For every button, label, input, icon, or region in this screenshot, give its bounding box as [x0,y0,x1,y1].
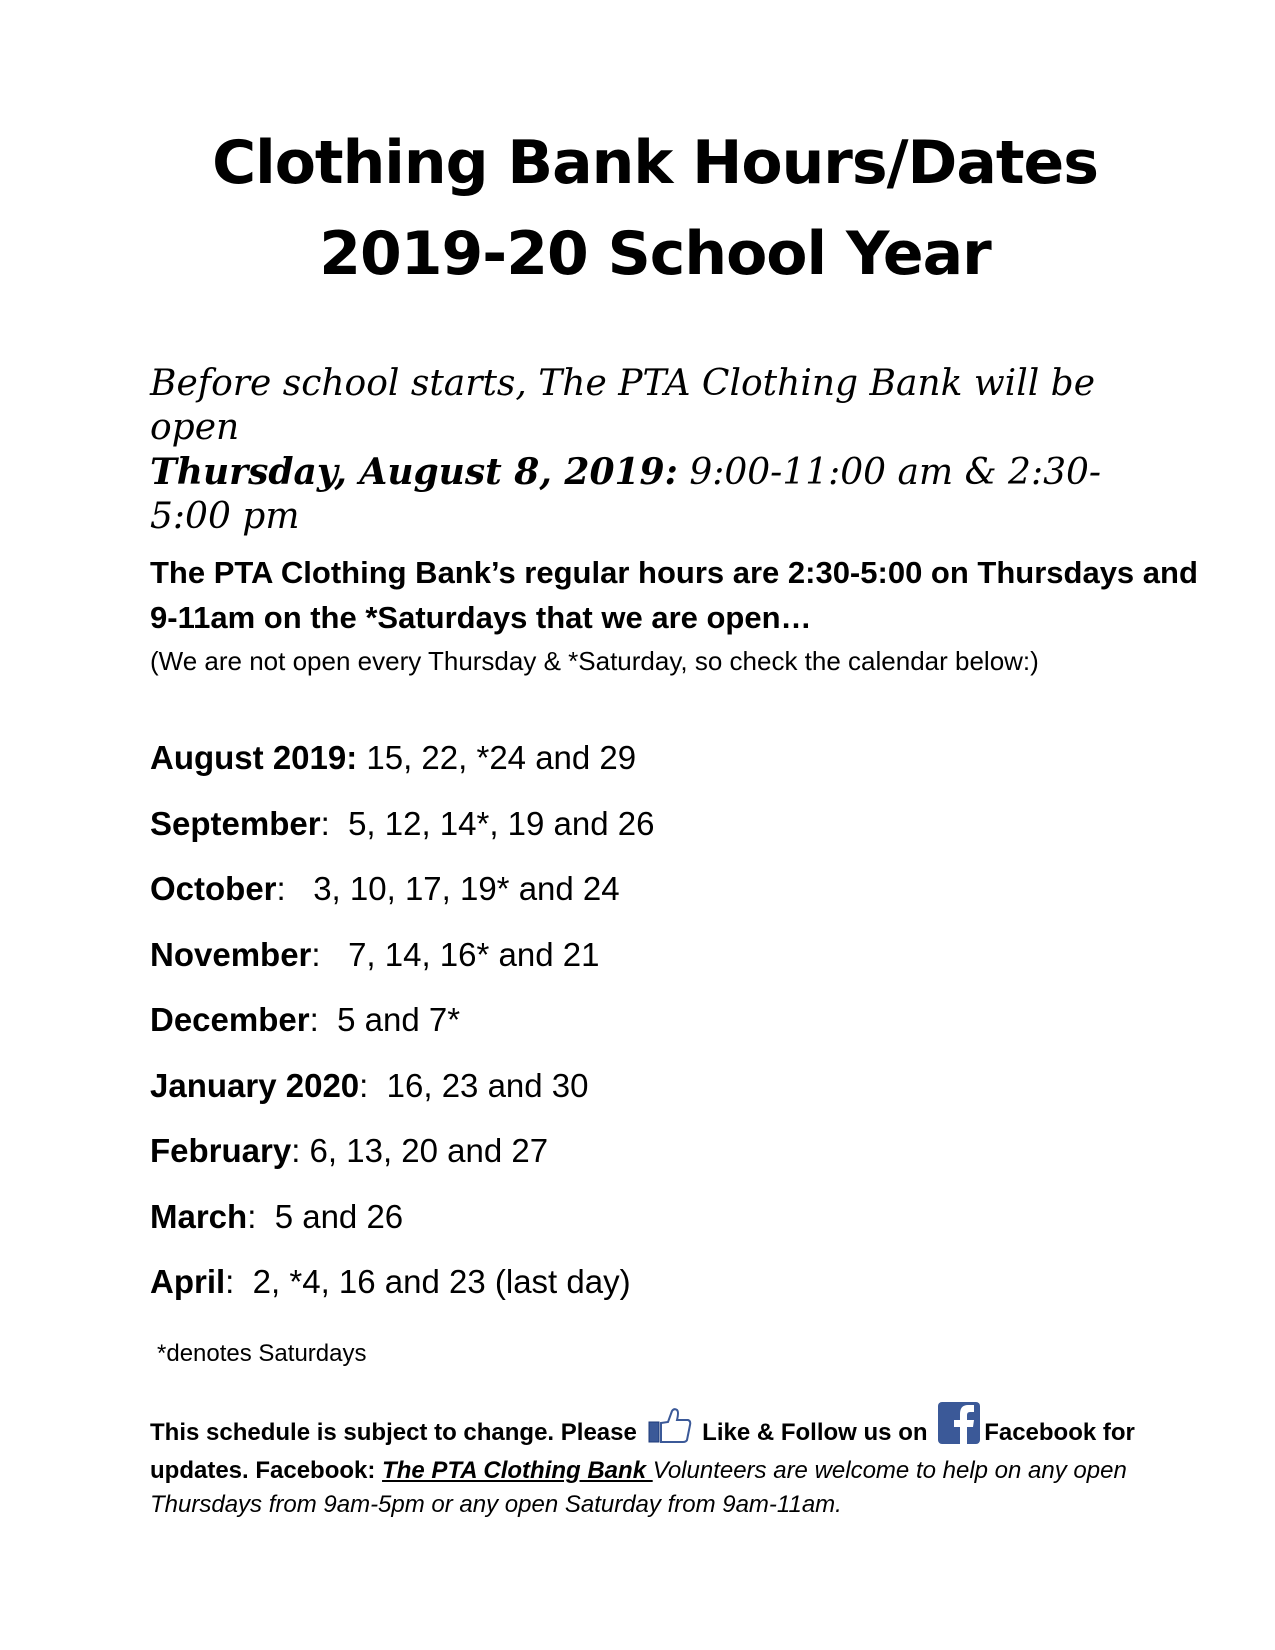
schedule-month: November [150,935,312,973]
title-line-2: 2019-20 School Year [319,219,991,289]
schedule-dates: : 7, 14, 16* and 21 [311,935,600,973]
schedule-dates: : 2, *4, 16 and 23 (last day) [225,1263,631,1300]
facebook-icon [938,1402,980,1454]
schedule-dates: 15, 22, *24 and 29 [357,739,637,776]
title-line-1: Clothing Bank Hours/Dates [212,128,1098,198]
page-title [0,118,1275,300]
schedule-list [150,738,1050,1328]
schedule-item [150,1262,1050,1328]
schedule-month: August 2019: [150,739,358,776]
schedule-item [150,804,1050,870]
intro-paragraph [150,362,1150,539]
schedule-item [150,738,1050,804]
intro-date: Thursday, August 8, 2019: [150,451,678,493]
schedule-month: January 2020 [150,1066,360,1104]
schedule-item [150,1131,1050,1197]
schedule-dates: : 3, 10, 17, 19* and 24 [276,870,620,907]
footer-part-2: Like & Follow us on [695,1419,935,1446]
schedule-dates: : 5 and 7* [309,1001,461,1038]
schedule-dates: : 16, 23 and 30 [359,1066,589,1104]
schedule-month: March [150,1197,248,1235]
schedule-item [150,935,1050,1001]
schedule-month: December [150,1001,310,1038]
thumbs-up-icon [648,1408,692,1454]
regular-hours-note: (We are not open every Thursday & *Saturday, so check the calendar below:) [150,646,1039,676]
schedule-item [150,1197,1050,1263]
schedule-item [150,1000,1050,1066]
schedule-month: October [150,870,277,907]
schedule-dates: : 5, 12, 14*, 19 and 26 [320,804,655,842]
schedule-item [150,869,1050,935]
schedule-month: September [150,804,321,842]
footer-note [150,1402,1170,1522]
intro-lead: Before school starts, The PTA Clothing Bank will be open [150,363,1096,448]
schedule-dates: : 6, 13, 20 and 27 [291,1132,549,1169]
footer-part-3: Facebook for updates. Facebook: [150,1419,1135,1484]
schedule-dates: : 5 and 26 [247,1197,404,1235]
intro-hours: 9:00-11:00 am & 2:30-5:00 pm [150,452,1102,537]
regular-hours: The PTA Clothing Bank’s regular hours are 2:30-5:00 on Thursdays and 9-11am on the *Saturdays that we are open… [150,555,1198,635]
footer-part-1: This schedule is subject to change. Please [150,1419,644,1446]
saturday-legend: *denotes Saturdays [157,1340,367,1367]
schedule-month: February [150,1132,292,1169]
volunteer-note: Volunteers are welcome to help on any open Thursdays from 9am-5pm or any open Saturday from 9am-11am. [150,1457,1127,1518]
facebook-page-link[interactable]: The PTA Clothing Bank [382,1457,653,1484]
schedule-item [150,1066,1050,1132]
schedule-month: April [150,1263,226,1300]
